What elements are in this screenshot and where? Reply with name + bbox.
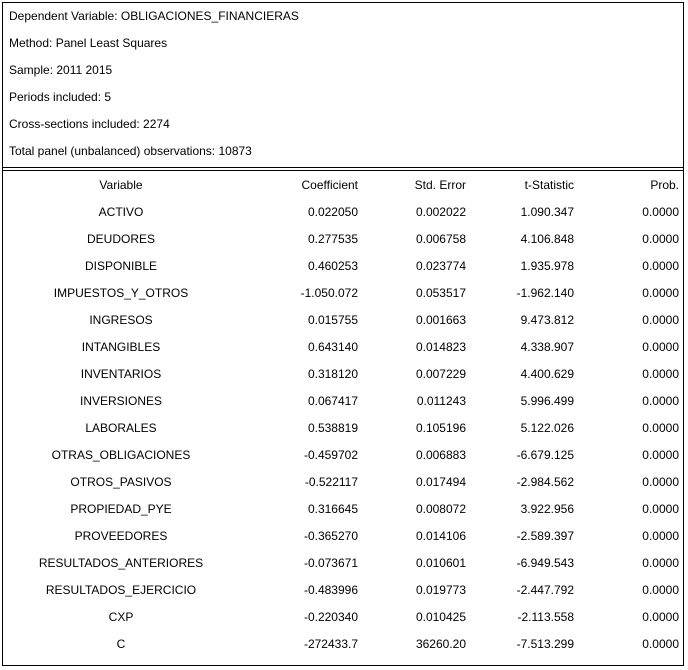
cell-variable: INGRESOS	[89, 312, 153, 327]
cell-prob: 0.0000	[642, 393, 679, 408]
table-row	[3, 603, 683, 630]
cell-coefficient: -0.365270	[303, 528, 358, 543]
cell-coefficient: 0.022050	[307, 204, 358, 219]
cell-prob: 0.0000	[642, 609, 679, 624]
cell-t-statistic: 1.090.347	[520, 204, 574, 219]
cell-variable: INVENTARIOS	[80, 366, 162, 381]
cell-coefficient: -0.483996	[303, 582, 358, 597]
cell-std-error: 0.019773	[415, 582, 466, 597]
cell-std-error: 0.006883	[415, 447, 466, 462]
cell-std-error: 0.105196	[415, 420, 466, 435]
cell-variable: ACTIVO	[98, 204, 144, 219]
cell-variable: INVERSIONES	[79, 393, 163, 408]
cell-prob: 0.0000	[642, 420, 679, 435]
cell-coefficient: -0.073671	[303, 555, 358, 570]
table-row	[3, 198, 683, 225]
column-header-coefficient: Coefficient	[301, 177, 358, 192]
table-row	[3, 306, 683, 333]
cell-coefficient: -1.050.072	[300, 285, 358, 300]
cell-prob: 0.0000	[642, 231, 679, 246]
cell-std-error: 0.006758	[415, 231, 466, 246]
cell-t-statistic: -7.513.299	[516, 636, 574, 651]
table-row	[3, 576, 683, 603]
dependent-variable-line: Dependent Variable: OBLIGACIONES_FINANCIERAS	[9, 9, 299, 23]
cell-variable: PROVEEDORES	[74, 528, 168, 543]
column-header-prob: Prob.	[650, 177, 679, 192]
cell-t-statistic: -2.589.397	[516, 528, 574, 543]
cell-std-error: 0.017494	[415, 474, 466, 489]
cell-variable: LABORALES	[85, 420, 157, 435]
cell-t-statistic: 5.122.026	[520, 420, 574, 435]
table-row	[3, 360, 683, 387]
cell-variable: OTROS_PASIVOS	[70, 474, 172, 489]
cell-variable: OTRAS_OBLIGACIONES	[51, 447, 191, 462]
sample-line: Sample: 2011 2015	[9, 63, 113, 77]
estimation-header	[3, 3, 683, 165]
cell-variable: CXP	[108, 609, 134, 624]
cell-t-statistic: 9.473.812	[520, 312, 574, 327]
cell-std-error: 0.010425	[415, 609, 466, 624]
cell-t-statistic: -2.984.562	[516, 474, 574, 489]
cell-std-error: 0.014823	[415, 339, 466, 354]
cell-prob: 0.0000	[642, 312, 679, 327]
cell-prob: 0.0000	[642, 501, 679, 516]
table-row	[3, 495, 683, 522]
cell-prob: 0.0000	[642, 582, 679, 597]
cell-std-error: 0.001663	[415, 312, 466, 327]
cell-t-statistic: -6.679.125	[516, 447, 574, 462]
cell-std-error: 0.007229	[415, 366, 466, 381]
table-header-row	[3, 171, 683, 198]
cell-prob: 0.0000	[642, 366, 679, 381]
cell-t-statistic: 4.400.629	[520, 366, 574, 381]
table-row	[3, 468, 683, 495]
cell-t-statistic: 3.922.956	[520, 501, 574, 516]
cell-std-error: 0.014106	[415, 528, 466, 543]
cell-t-statistic: 5.996.499	[520, 393, 574, 408]
coefficient-table	[3, 171, 683, 657]
table-row	[3, 414, 683, 441]
cell-std-error: 36260.20	[415, 636, 466, 651]
table-row	[3, 522, 683, 549]
column-header-t-statistic: t-Statistic	[524, 177, 574, 192]
cell-coefficient: 0.067417	[307, 393, 358, 408]
cell-std-error: 0.002022	[415, 204, 466, 219]
observations-line: Total panel (unbalanced) observations: 10873	[9, 144, 252, 158]
cell-coefficient: -0.522117	[304, 474, 358, 489]
table-row	[3, 549, 683, 576]
cell-variable: RESULTADOS_ANTERIORES	[38, 555, 204, 570]
cell-std-error: 0.053517	[415, 285, 466, 300]
cell-prob: 0.0000	[642, 339, 679, 354]
cell-std-error: 0.011243	[416, 393, 466, 408]
cell-coefficient: 0.277535	[307, 231, 358, 246]
cell-coefficient: -272433.7	[303, 636, 358, 651]
cell-prob: 0.0000	[642, 204, 679, 219]
cell-coefficient: -0.459702	[303, 447, 358, 462]
cell-t-statistic: -2.113.558	[517, 609, 574, 624]
cell-variable: DEUDORES	[86, 231, 155, 246]
cell-prob: 0.0000	[642, 636, 679, 651]
cell-prob: 0.0000	[642, 555, 679, 570]
cell-t-statistic: 4.106.848	[520, 231, 574, 246]
cell-variable: IMPUESTOS_Y_OTROS	[53, 285, 189, 300]
table-row	[3, 630, 683, 657]
cell-coefficient: 0.460253	[307, 258, 358, 273]
table-row	[3, 225, 683, 252]
method-line: Method: Panel Least Squares	[9, 36, 168, 50]
cell-coefficient: 0.538819	[307, 420, 358, 435]
cell-t-statistic: -1.962.140	[516, 285, 574, 300]
cell-coefficient: 0.316645	[307, 501, 358, 516]
column-header-std-error: Std. Error	[414, 177, 466, 192]
cell-variable: DISPONIBLE	[84, 258, 158, 273]
table-row	[3, 441, 683, 468]
cell-coefficient: 0.643140	[307, 339, 358, 354]
cell-coefficient: -0.220340	[303, 609, 358, 624]
cell-t-statistic: 1.935.978	[520, 258, 574, 273]
column-header-variable: Variable	[99, 177, 143, 192]
cell-coefficient: 0.318120	[307, 366, 358, 381]
regression-output	[2, 2, 684, 666]
cell-t-statistic: -6.949.543	[516, 555, 574, 570]
cell-std-error: 0.023774	[415, 258, 466, 273]
cell-prob: 0.0000	[642, 447, 679, 462]
cell-std-error: 0.008072	[415, 501, 466, 516]
cell-prob: 0.0000	[642, 528, 679, 543]
table-row	[3, 279, 683, 306]
cell-t-statistic: -2.447.792	[516, 582, 574, 597]
cell-prob: 0.0000	[642, 474, 679, 489]
cell-prob: 0.0000	[642, 258, 679, 273]
cell-coefficient: 0.015755	[307, 312, 358, 327]
cell-t-statistic: 4.338.907	[520, 339, 574, 354]
cell-std-error: 0.010601	[415, 555, 466, 570]
table-row	[3, 387, 683, 414]
cell-prob: 0.0000	[642, 285, 679, 300]
periods-line: Periods included: 5	[9, 90, 112, 104]
table-row	[3, 252, 683, 279]
cell-variable: C	[116, 636, 126, 651]
cell-variable: INTANGIBLES	[81, 339, 161, 354]
cell-variable: PROPIEDAD_PYE	[70, 501, 172, 516]
table-row	[3, 333, 683, 360]
cross-sections-line: Cross-sections included: 2274	[9, 117, 170, 131]
cell-variable: RESULTADOS_EJERCICIO	[45, 582, 197, 597]
